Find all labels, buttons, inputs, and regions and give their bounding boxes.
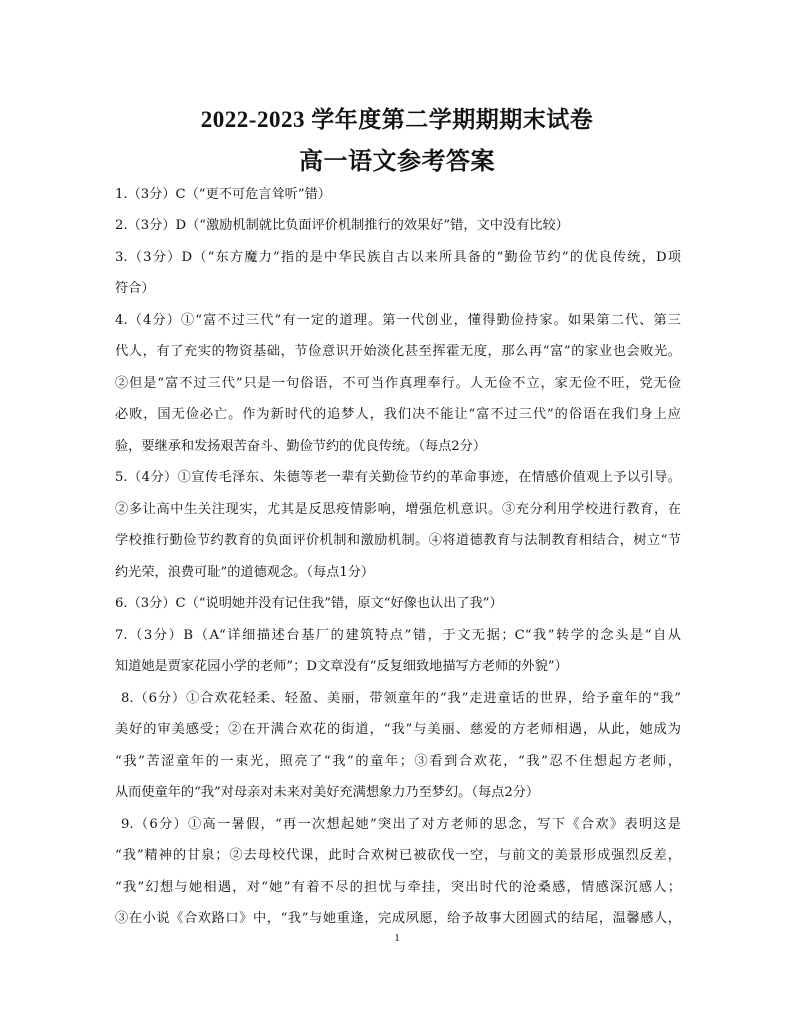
exam-subtitle: 高一语文参考答案 (299, 149, 495, 175)
answer-line: 8.（6分）①合欢花轻柔、轻盈、美丽，带领童年的“我”走进童话的世界，给予童年的“我” (121, 691, 681, 706)
page-number: 1 (394, 932, 400, 944)
answer-line: 7.（3分）B（A“详细描述台基厂的建筑特点”错，于文无据；C“我”转学的念头是“自从 (115, 628, 681, 643)
answer-line: 约光荣，浪费可耻”的道德观念。（每点1分） (115, 565, 375, 580)
answer-line: ②但是“富不过三代”只是一句俗语，不可当作真理奉行。人无俭不立，家无俭不旺，党无俭 (115, 376, 681, 391)
answer-line: 学校推行勤俭节约教育的负面评价机制和激励机制。④将道德教育与法制教育相结合，树立“节 (115, 533, 681, 548)
answer-line: 9.（6分）①高一暑假，“再一次想起她”突出了对方老师的思念，写下《合欢》表明这是 (121, 817, 681, 832)
answer-line: 5.（4分）①宣传毛泽东、朱德等老一辈有关勤俭节约的革命事迹，在情感价值观上予以引导。 (115, 470, 681, 485)
answer-line: 知道她是贾家花园小学的老师”；D文章没有“反复细致地描写方老师的外貌”） (115, 659, 568, 674)
answer-line: 代人，有了充实的物资基础，节俭意识开始淡化甚至挥霍无度，那么再“富”的家业也会败光。 (115, 344, 681, 359)
answer-line: 3.（3分）D（“东方魔力”指的是中华民族自古以来所具备的“勤俭节约”的优良传统，D项 (115, 250, 681, 265)
answer-line: 4.（4分）①“富不过三代”有一定的道理。第一代创业，懂得勤俭持家。如果第二代、第三 (115, 313, 681, 328)
answer-line: 验，要继承和发扬艰苦奋斗、勤俭节约的优良传统。（每点2分） (115, 439, 487, 454)
answer-line: “我”苦涩童年的一束光，照亮了“我”的童年；③看到合欢花，“我”忍不住想起方老师， (115, 754, 681, 769)
answer-line: 符合） (115, 281, 155, 296)
answer-line: ③在小说《合欢路口》中，“我”与她重逢，完成夙愿，给予故事大团圆式的结尾，温馨感人， (115, 911, 681, 926)
answer-line: 美好的审美感受；②在开满合欢花的街道，“我”与美丽、慈爱的方老师相遇，从此，她成为 (115, 722, 681, 737)
answer-line: 必败，国无俭必亡。作为新时代的追梦人，我们决不能让“富不过三代”的俗语在我们身上应 (115, 407, 681, 422)
answer-line: “我”幻想与她相遇，对“她”有着不尽的担忧与牵挂，突出时代的沧桑感，情感深沉感人； (115, 880, 681, 895)
answer-line: “我”精神的甘泉；②去母校代课，此时合欢树已被砍伐一空，与前文的美景形成强烈反差， (115, 848, 681, 863)
answer-line: ②多让高中生关注现实，尤其是反思疫情影响，增强危机意识。③充分利用学校进行教育，在 (115, 502, 681, 517)
answer-line: 6.（3分）C（“说明她并没有记住我”错，原文“好像也认出了我”） (115, 596, 503, 611)
answer-line: 2.（3分）D（“激励机制就比负面评价机制推行的效果好”错，文中没有比较） (115, 218, 569, 233)
answer-line: 1.（3分）C（“更不可危言耸听”错） (115, 187, 331, 202)
answer-line: 从而使童年的“我”对母亲对未来对美好充满想象力乃至梦幻。（每点2分） (115, 785, 540, 800)
exam-title: 2022-2023 学年度第二学期期期末试卷 (200, 107, 594, 132)
